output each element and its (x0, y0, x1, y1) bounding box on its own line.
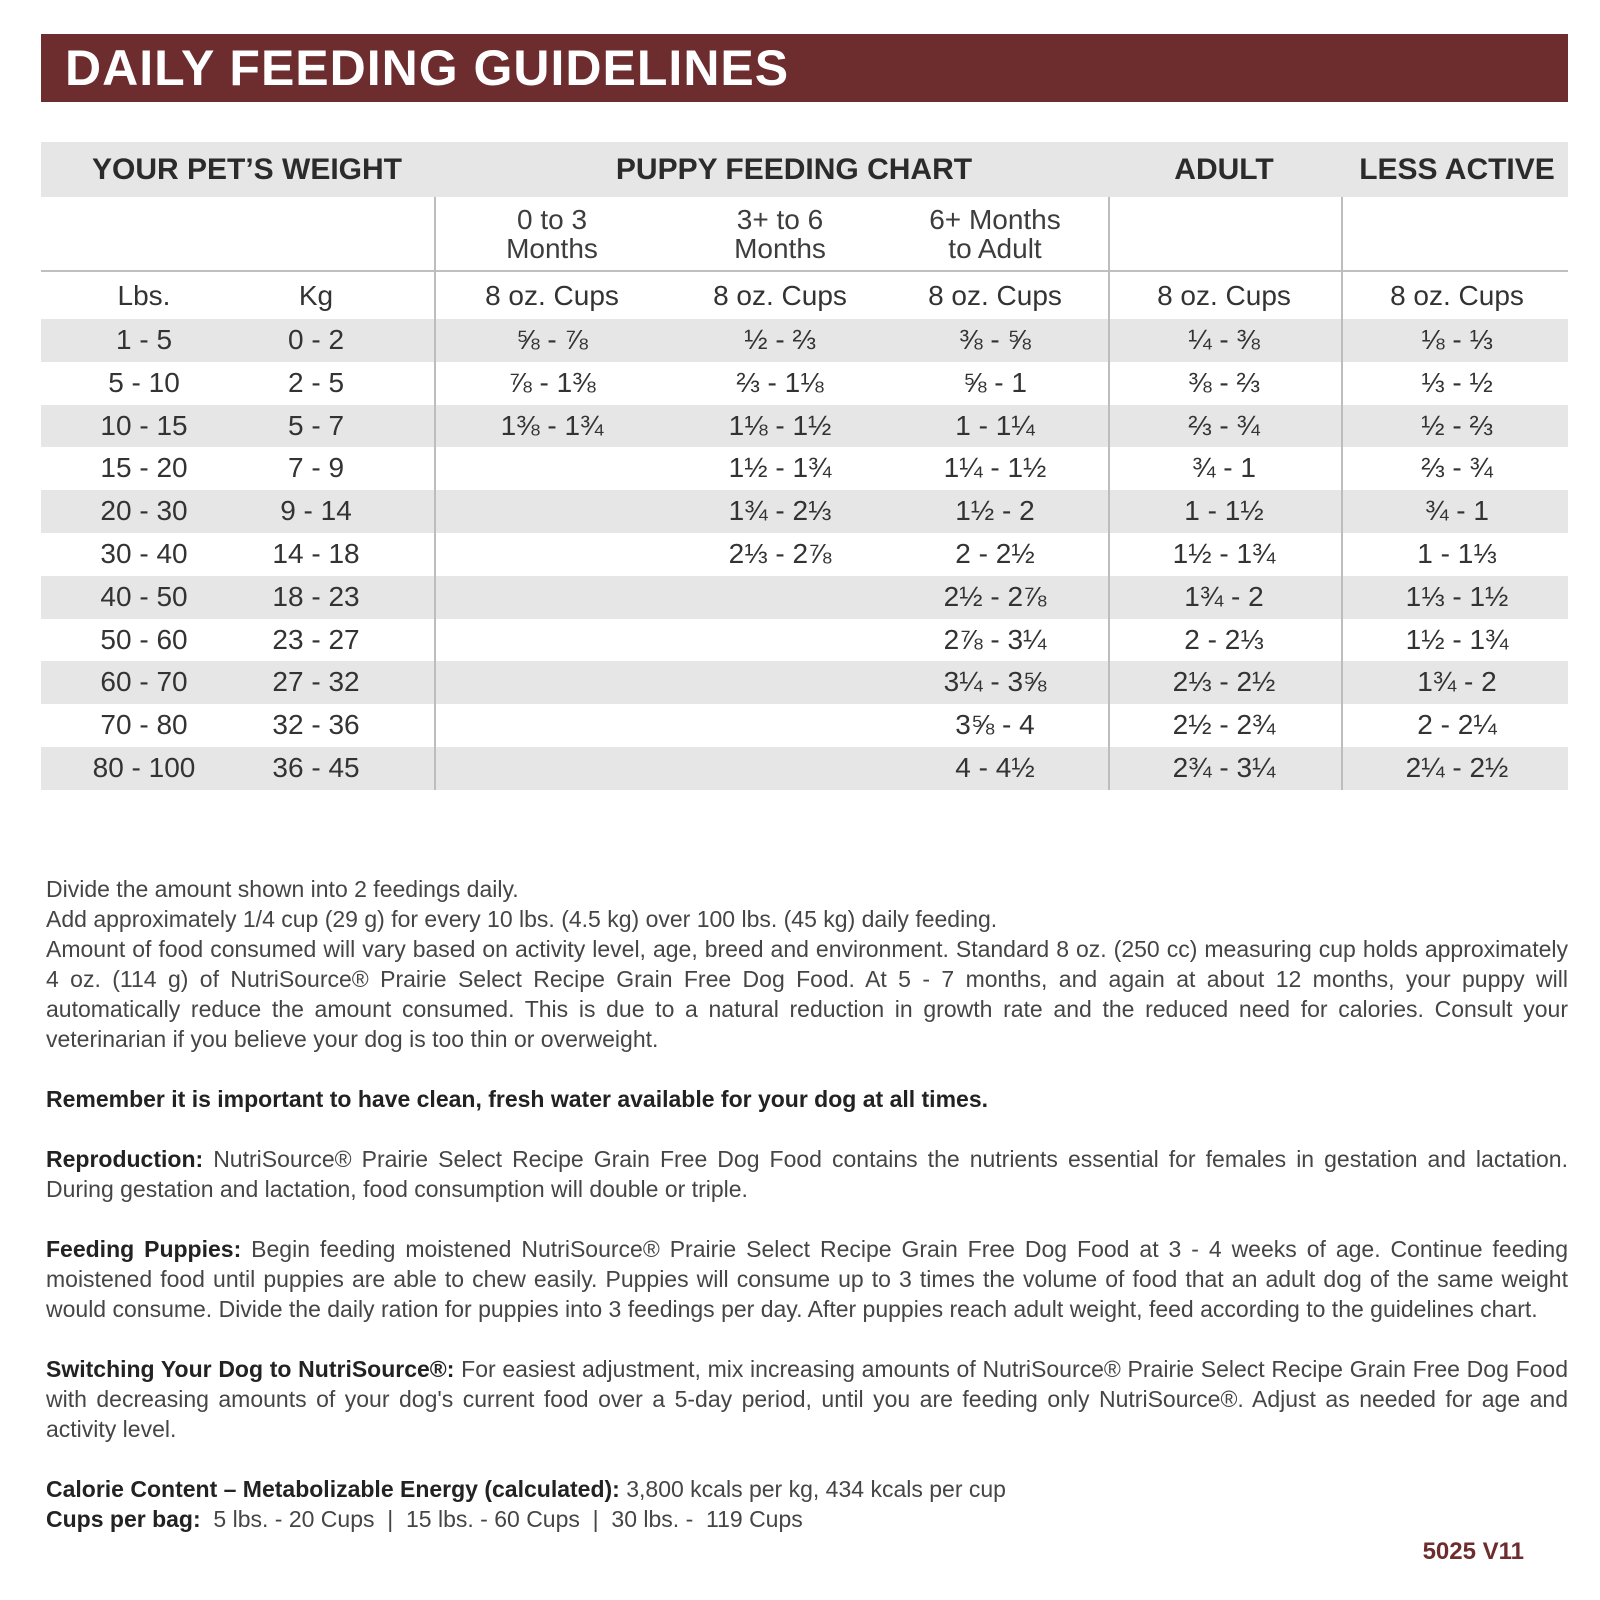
note-add: Add approximately 1/4 cup (29 g) for every 10 lbs. (4.5 kg) over 100 lbs. (45 kg) daily feeding. (46, 906, 998, 932)
cell-puppy-6-adult: 1½ - 2 (955, 495, 1035, 527)
cell-puppy-6-adult: 1 - 1¼ (955, 409, 1035, 441)
cell-less-active: 2 - 2¼ (1417, 709, 1497, 741)
cell-puppy-3-6: 1⅛ - 1½ (728, 409, 832, 441)
cell-puppy-6-adult: 2⅞ - 3¼ (943, 623, 1047, 655)
cell-lbs: 1 - 5 (115, 324, 173, 355)
reproduction-text: NutriSource® Prairie Select Recipe Grain Free Dog Food contains the nutrients essential for females in gestation and lactation. During gestation and lactation, food consumption will double or triple. (46, 1146, 1568, 1202)
header-puppy: PUPPY FEEDING CHART (615, 153, 973, 186)
table-row (41, 362, 1568, 405)
feeding-table (41, 142, 1568, 790)
cell-less-active: ¾ - 1 (1425, 495, 1489, 527)
unit-kg: Kg (298, 280, 334, 311)
cell-puppy-6-adult: 1¼ - 1½ (943, 452, 1047, 484)
cell-less-active: 1 - 1⅓ (1417, 537, 1497, 569)
cell-adult: 2½ - 2¾ (1172, 709, 1276, 741)
unit-less-active: 8 oz. Cups (1390, 280, 1524, 311)
unit-puppy-3-6: 8 oz. Cups (713, 280, 847, 311)
cups-label: Cups per bag: (46, 1506, 201, 1532)
table-row (41, 319, 1568, 362)
cell-kg: 9 - 14 (280, 495, 352, 527)
unit-puppy-0-3: 8 oz. Cups (485, 280, 619, 311)
note-water: Remember it is important to have clean, fresh water available for your dog at all times. (46, 1086, 989, 1112)
cell-lbs: 60 - 70 (100, 666, 188, 698)
switching-text: For easiest adjustment, mix increasing amounts of NutriSource® Prairie Select Recipe Grain Free Dog Food with decreasing amounts of your dog's current food over a 5-day period, until you are feeding only NutriSource®. Adjust as needed for age and activity level. (46, 1356, 1569, 1442)
cell-puppy-6-adult: 3¼ - 3⅝ (943, 666, 1047, 698)
reproduction-paragraph (46, 1144, 1568, 1204)
cell-kg: 32 - 36 (272, 709, 360, 741)
unit-adult: 8 oz. Cups (1157, 280, 1291, 311)
cell-less-active: 2¼ - 2½ (1405, 751, 1509, 783)
cell-puppy-6-adult: ⅝ - 1 (963, 366, 1027, 398)
cell-puppy-3-6: 2⅓ - 2⅞ (728, 537, 832, 569)
cell-less-active: 1½ - 1¾ (1405, 623, 1509, 655)
cell-kg: 5 - 7 (287, 409, 345, 441)
cell-adult: 2⅓ - 2½ (1172, 666, 1276, 698)
cell-lbs: 70 - 80 (100, 709, 188, 741)
cell-less-active: ⅛ - ⅓ (1421, 324, 1493, 355)
cell-lbs: 80 - 100 (92, 751, 196, 783)
table-row (41, 576, 1568, 619)
cell-puppy-6-adult: 4 - 4½ (955, 751, 1035, 783)
cell-adult: 1½ - 1¾ (1172, 537, 1276, 569)
cell-adult: 1 - 1½ (1184, 495, 1264, 527)
column-divider (1108, 197, 1110, 790)
product-code: 5025 V11 (1422, 1538, 1524, 1565)
cell-adult: 2 - 2⅓ (1184, 623, 1264, 655)
cell-kg: 18 - 23 (272, 580, 360, 612)
cell-less-active: ⅔ - ¾ (1421, 452, 1493, 484)
puppies-text: Begin feeding moistened NutriSource® Prairie Select Recipe Grain Free Dog Food at 3 - 4 weeks of age. Continue feeding moistened food until puppies are able to chew easily. Puppies will consume up to 3 times the volume of food that an adult dog of the same weight would consume. Divide the daily ration for puppies into 3 feedings per day. After puppies reach adult weight, feed according to the guidelines chart. (46, 1236, 1568, 1322)
cell-less-active: 1⅓ - 1½ (1405, 580, 1509, 612)
switching-label: Switching Your Dog to NutriSource®: (46, 1356, 455, 1382)
table-row (41, 490, 1568, 533)
cell-puppy-3-6: ⅔ - 1⅛ (736, 366, 824, 398)
table-subheader-row (41, 197, 1568, 272)
cell-lbs: 15 - 20 (100, 452, 188, 484)
table-row (41, 704, 1568, 747)
cell-less-active: 1¾ - 2 (1417, 666, 1497, 698)
cell-puppy-0-3: ⅞ - 1⅜ (508, 366, 596, 398)
cell-puppy-6-adult: 2½ - 2⅞ (943, 580, 1047, 612)
cell-kg: 7 - 9 (287, 452, 345, 484)
cell-kg: 23 - 27 (272, 623, 360, 655)
cell-lbs: 40 - 50 (100, 580, 188, 612)
subheader-6-adult: 6+ Months to Adult (929, 204, 1061, 264)
cell-adult: ⅔ - ¾ (1188, 409, 1260, 441)
feeding-notes (46, 874, 1568, 1534)
cell-puppy-3-6: 1¾ - 2⅓ (728, 495, 832, 527)
unit-lbs: Lbs. (117, 280, 171, 311)
cell-puppy-6-adult: 3⅝ - 4 (955, 709, 1035, 741)
table-row (41, 533, 1568, 576)
cell-lbs: 30 - 40 (100, 537, 188, 569)
cell-adult: ⅜ - ⅔ (1188, 366, 1260, 398)
cell-lbs: 20 - 30 (100, 495, 188, 527)
note-divide: Divide the amount shown into 2 feedings daily. (46, 876, 519, 902)
cell-lbs: 5 - 10 (108, 366, 180, 398)
reproduction-label: Reproduction: (46, 1146, 204, 1172)
unit-puppy-6-adult: 8 oz. Cups (928, 280, 1062, 311)
cell-puppy-3-6: ½ - ⅔ (744, 324, 816, 355)
column-divider (1341, 197, 1343, 790)
units-row (41, 272, 1568, 319)
cell-puppy-0-3: 1⅜ - 1¾ (500, 409, 604, 441)
cell-lbs: 10 - 15 (100, 409, 188, 441)
cell-kg: 27 - 32 (272, 666, 360, 698)
cell-puppy-6-adult: ⅜ - ⅝ (959, 324, 1031, 355)
table-row (41, 661, 1568, 704)
cell-less-active: ⅓ - ½ (1421, 366, 1493, 398)
table-header-row (41, 142, 1568, 197)
puppies-label: Feeding Puppies: (46, 1236, 242, 1262)
cell-puppy-3-6: 1½ - 1¾ (728, 452, 832, 484)
table-row (41, 405, 1568, 448)
cell-less-active: ½ - ⅔ (1421, 409, 1493, 441)
column-divider (434, 197, 436, 790)
calorie-line (46, 1474, 1568, 1504)
cups-text: 5 lbs. - 20 Cups | 15 lbs. - 60 Cups | 30 lbs. - 119 Cups (200, 1506, 803, 1532)
header-weight: YOUR PET’S WEIGHT (91, 153, 403, 186)
cell-adult: 1¾ - 2 (1184, 580, 1264, 612)
header-adult: ADULT (1174, 153, 1274, 186)
calorie-text: 3,800 kcals per kg, 434 kcals per cup (619, 1476, 1006, 1502)
cell-adult: ¾ - 1 (1192, 452, 1256, 484)
cell-puppy-0-3: ⅝ - ⅞ (516, 324, 588, 355)
cell-adult: ¼ - ⅜ (1188, 324, 1260, 355)
puppies-paragraph (46, 1234, 1568, 1324)
cell-kg: 2 - 5 (287, 366, 345, 398)
switching-paragraph (46, 1354, 1568, 1444)
page-title: DAILY FEEDING GUIDELINES (41, 34, 1568, 102)
cell-puppy-6-adult: 2 - 2½ (955, 537, 1035, 569)
subheader-3-6-months: 3+ to 6 Months (734, 204, 826, 264)
table-row (41, 747, 1568, 790)
table-row (41, 619, 1568, 662)
cell-kg: 0 - 2 (287, 324, 345, 355)
table-row (41, 447, 1568, 490)
note-amount: Amount of food consumed will vary based on activity level, age, breed and environment. Standard 8 oz. (250 cc) measuring cup holds approximately 4 oz. (114 g) of NutriSource® Prairie Select Recipe Grain Free Dog Food. At 5 - 7 months, and again at about 12 months, your puppy will automatically reduce the amount consumed. This is due to a natural reduction in growth rate and the reduced need for calories. Consult your veterinarian if you believe your dog is too thin or overweight. (46, 936, 1568, 1052)
cell-adult: 2¾ - 3¼ (1172, 751, 1276, 783)
header-less-active: LESS ACTIVE (1359, 153, 1555, 186)
cups-line (46, 1504, 1568, 1534)
subheader-0-3-months: 0 to 3 Months (506, 204, 598, 264)
cell-kg: 14 - 18 (272, 537, 360, 569)
calorie-label: Calorie Content – Metabolizable Energy (calculated): (46, 1476, 620, 1502)
cell-lbs: 50 - 60 (100, 623, 188, 655)
cell-kg: 36 - 45 (272, 751, 360, 783)
